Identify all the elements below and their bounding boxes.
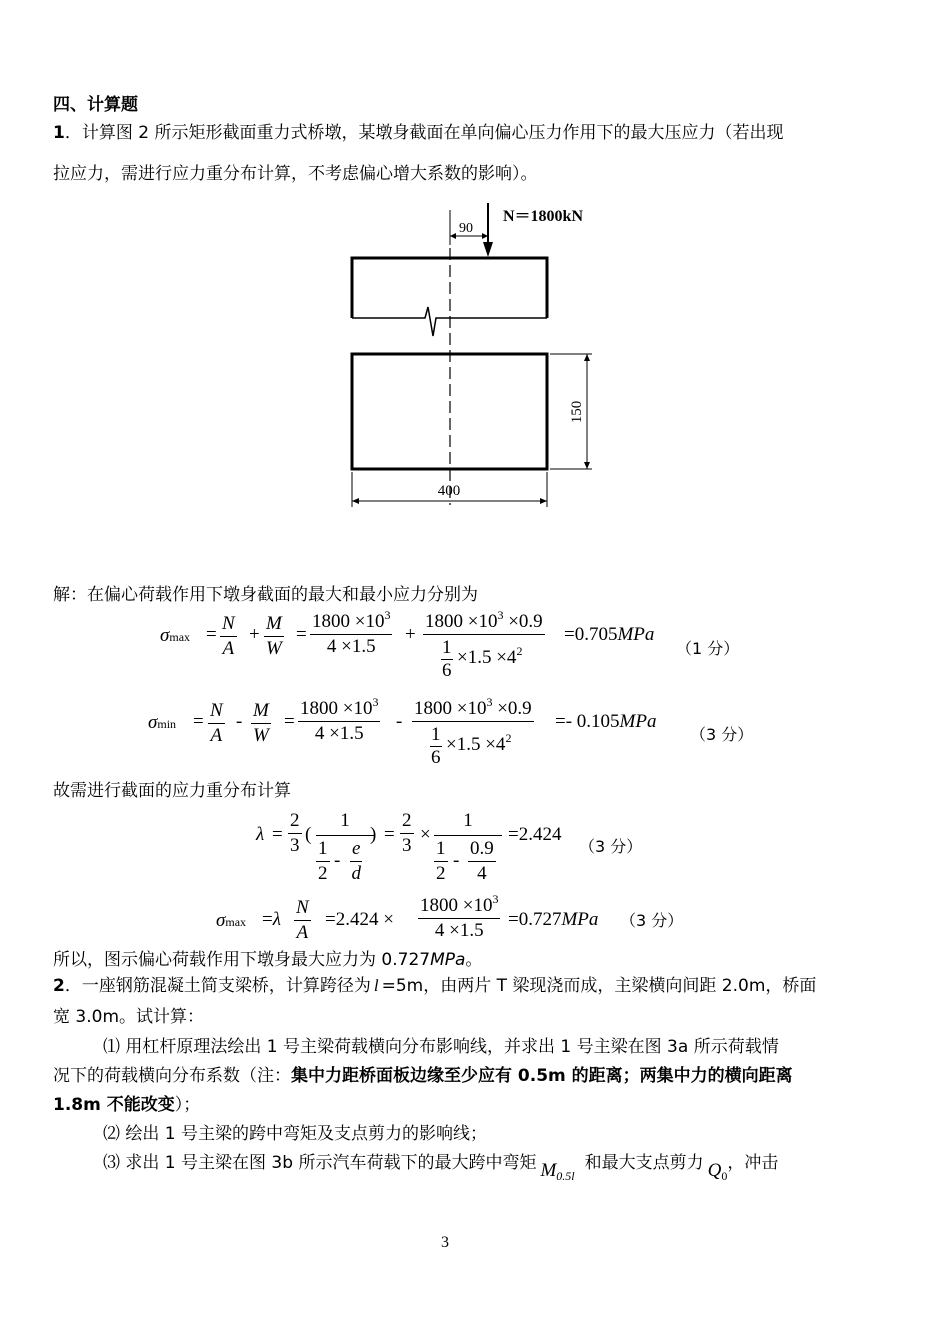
sigma-max2-result: =0.727 bbox=[508, 909, 562, 930]
score-3: （3 分） bbox=[579, 837, 643, 856]
sigma-symbol: σ bbox=[160, 625, 170, 646]
frac-2-min: $1800 \times 10^3 \times 0.9$ 1 6 $\times 1.5 \times 4^2$ bbox=[414, 695, 532, 768]
q2-line1: 2．一座钢筋混凝土简支梁桥，计算跨径为 l =5m，由两片 T 梁现浇而成，主梁横向间距 2.0m，桥面 bbox=[53, 976, 817, 996]
q2-item2: ⑵ 绘出 1 号主梁的跨中弯矩及支点剪力的影响线； bbox=[103, 1124, 488, 1144]
q2-number: 2 bbox=[53, 976, 65, 996]
frac-2: $1800 \times 10^3 \times 0.9$ 1 6 $\times 1.5 \times 4^2$ bbox=[425, 608, 543, 681]
solution-intro: 解：在偏心荷载作用下墩身截面的最大和最小应力分别为 bbox=[53, 585, 478, 605]
q1-text-1: ．计算图 2 所示矩形截面重力式桥墩，某墩身截面在单向偏心压力作用下的最大压应力（若出现 bbox=[64, 123, 784, 143]
pier-section-figure bbox=[0, 0, 950, 560]
redistribute-text: 故需进行截面的应力重分布计算 bbox=[53, 781, 291, 801]
dim-90-label: 90 bbox=[459, 221, 473, 236]
q2-line2: 宽 3.0m。试计算： bbox=[53, 1007, 204, 1027]
score-1: （1 分） bbox=[676, 639, 740, 658]
sigma-sub: max bbox=[169, 630, 191, 644]
dim-150-label: 150 bbox=[569, 400, 585, 424]
section-title: 四、计算题 bbox=[53, 95, 138, 115]
frac-1: $\frac{1800 \times 10^3}{4 \times 1.5}$ bbox=[312, 608, 391, 657]
dim-150-arrow-bottom bbox=[584, 462, 590, 469]
q2-item3: ⑶ 求出 1 号主梁在图 3b 所示汽车荷载下的最大跨中弯矩 $M_{0.5l}$和最大支点剪力 $Q_0$，冲击 bbox=[103, 1153, 779, 1183]
score-2: （3 分） bbox=[690, 725, 754, 744]
q2-item1-line1: ⑴ 用杠杆原理法绘出 1 号主梁荷载横向分布影响线，并求出 1 号主梁在图 3a 所示荷载情 bbox=[103, 1037, 779, 1057]
frac-m-w-min: $\frac{M}{W}$ bbox=[253, 700, 269, 746]
frac-n-a-min: $\frac{N}{A}$ bbox=[210, 700, 223, 746]
lambda-result: =2.424 bbox=[508, 824, 562, 845]
sigma-max-result: =0.705 bbox=[564, 624, 618, 645]
dim-400-arrow-right bbox=[540, 498, 547, 504]
q2-item1-line2: 况下的荷载横向分布系数（注：集中力距桥面板边缘至少应有 0.5m 的距离；两集中力的横向距离 bbox=[53, 1066, 793, 1086]
frac-1-min: $\frac{1800 \times 10^3}{4 \times 1.5}$ bbox=[300, 695, 379, 744]
dim-400-arrow-left bbox=[352, 498, 359, 504]
sigma-min-result: =- 0.105 bbox=[555, 711, 620, 732]
frac-m-w: $\frac{M}{W}$ bbox=[266, 613, 282, 659]
conclusion: 所以，图示偏心荷载作用下墩身最大应力为 0.727MPa。 bbox=[53, 950, 483, 970]
dim-150-arrow-top bbox=[584, 354, 590, 361]
q2-item1-line3: 1.8m 不能改变）； bbox=[53, 1095, 201, 1115]
dim-400-label: 400 bbox=[437, 483, 461, 499]
q1-line2: 拉应力，需进行应力重分布计算，不考虑偏心增大系数的影响）。 bbox=[53, 164, 538, 184]
dim-90-arrow-left bbox=[450, 233, 456, 239]
load-arrow-head bbox=[483, 242, 493, 257]
load-label: N＝1800kN bbox=[503, 208, 584, 225]
frac-n-a: $\frac{N}{A}$ bbox=[222, 613, 235, 659]
q1-number: 1 bbox=[53, 123, 65, 143]
score-4: （3 分） bbox=[620, 911, 684, 930]
page-number: 3 bbox=[441, 1234, 449, 1251]
